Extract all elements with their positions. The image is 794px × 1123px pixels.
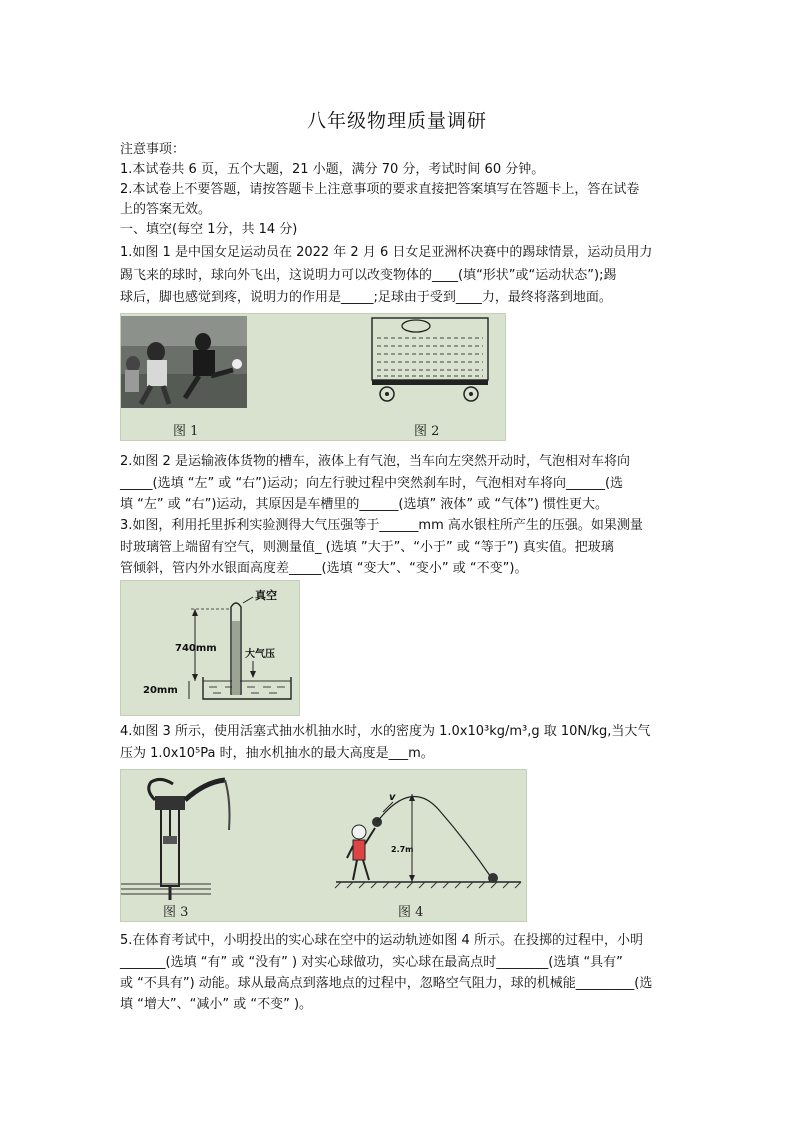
question-5-line-4: 填 “增大”、“减小” 或 “不变” )。 xyxy=(120,997,313,1012)
tanker-truck-diagram xyxy=(372,318,488,401)
question-3-line-1: 3.如图，利用托里拆利实验测得大气压强等于______mm 高水银柱所产生的压强。如果测量 xyxy=(120,518,643,533)
velocity-label: v xyxy=(389,792,396,803)
figure-2-caption: 图 2 xyxy=(414,424,440,439)
exam-title: 八年级物理质量调研 xyxy=(306,110,487,132)
torricelli-figure xyxy=(120,580,300,716)
vacuum-label: 真空 xyxy=(255,589,277,602)
question-5-line-1: 5.在体育考试中，小明投出的实心球在空中的运动轨迹如图 4 所示。在投掷的过程中，小明 xyxy=(120,933,643,948)
figure-4-caption: 图 4 xyxy=(398,905,424,920)
figure-3-4-panel xyxy=(120,769,527,922)
question-5-line-2: _______(选填 “有” 或 “没有” ) 对实心球做功，实心球在最高点时________(选填 “具有” xyxy=(120,955,623,970)
shot-put-diagram xyxy=(335,792,521,888)
notice-item-2-cont: 上的答案无效。 xyxy=(120,202,212,217)
question-2-line-3: 填 “左” 或 “右”)运动，其原因是车槽里的______(选填” 液体” 或 “气体”) 惯性更大。 xyxy=(120,497,609,512)
question-3-line-2: 时玻璃管上端留有空气，则测量值_ (选填 ”大于”、“小于” 或 “等于”) 真实值。把玻璃 xyxy=(120,540,614,555)
figure-1-2-panel xyxy=(120,313,506,441)
football-photo xyxy=(121,316,247,408)
atmosphere-label: 大气压 xyxy=(245,649,275,660)
piston-pump-diagram xyxy=(121,779,230,900)
notice-item-2: 2.本试卷上不要答题，请按答题卡上注意事项的要求直接把答案填写在答题卡上，答在试卷 xyxy=(120,182,640,197)
question-1-line-3: 球后，脚也感觉到疼，说明力的作用是_____;足球由于受到____力，最终将落到地面。 xyxy=(120,290,612,305)
question-5-line-3: 或 “不具有”) 动能。球从最高点到落地点的过程中，忽略空气阻力，球的机械能_________(选 xyxy=(120,976,653,991)
height-740mm-label: 740mm xyxy=(175,643,217,654)
question-4-line-1: 4.如图 3 所示，使用活塞式抽水机抽水时，水的密度为 1.0x10³kg/m³,g 取 10N/kg,当大气 xyxy=(120,724,651,739)
question-2-line-2: _____(选填 “左” 或 “右”)运动；向左行驶过程中突然刹车时，气泡相对车将向______(选 xyxy=(120,476,624,491)
question-2-line-1: 2.如图 2 是运输液体货物的槽车，液体上有气泡，当车向左突然开动时，气泡相对车将向 xyxy=(120,454,630,469)
question-1-line-2: 踢飞来的球时，球向外飞出，这说明力可以改变物体的____(填“形状”或“运动状态”);踢 xyxy=(120,268,617,283)
height-20mm-label: 20mm xyxy=(143,685,178,696)
question-4-line-2: 压为 1.0x10⁵Pa 时，抽水机抽水的最大高度是___m。 xyxy=(120,746,434,761)
notice-header: 注意事项： xyxy=(120,142,186,157)
section-heading: 一、填空(每空 1分，共 14 分) xyxy=(120,222,298,237)
question-1-line-1: 1.如图 1 是中国女足运动员在 2022 年 2 月 6 日女足亚洲杯决赛中的踢球情景，运动员用力 xyxy=(120,245,653,260)
figure-3-caption: 图 3 xyxy=(163,905,189,920)
question-3-line-3: 管倾斜，管内外水银面高度差_____(选填 “变大”、“变小” 或 “不变”)。 xyxy=(120,561,528,576)
figure-1-caption: 图 1 xyxy=(173,424,199,439)
notice-item-1: 1.本试卷共 6 页，五个大题，21 小题，满分 70 分，考试时间 60 分钟。 xyxy=(120,162,545,177)
height-2-7m-label: 2.7m xyxy=(391,845,414,854)
